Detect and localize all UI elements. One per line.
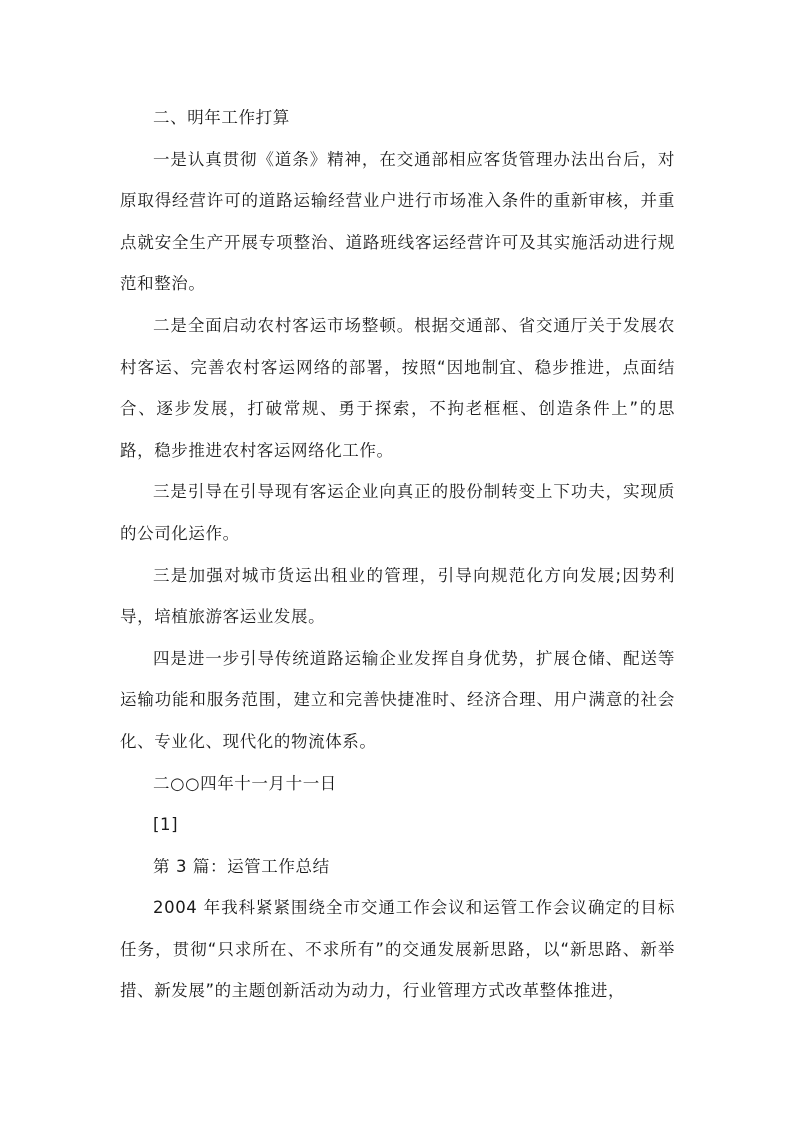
article-title: 第 3 篇：运管工作总结 [153,856,330,876]
paragraph-item-3: 三是引导在引导现有客运企业向真正的股份制转变上下功夫，实现质的公司化运作。 [120,482,675,543]
footnote-reference: [1] [153,815,179,835]
document-date: 二○○四年十一月十一日 [153,773,337,793]
paragraph-item-4: 四是进一步引导传统道路运输企业发挥自身优势，扩展仓储、配送等运输功能和服务范围，建立和完善快捷准时、经济合理、用户满意的社会化、专业化、现代化的物流体系。 [120,648,675,751]
document-page [120,97,675,1012]
paragraph-item-3b: 三是加强对城市货运出租业的管理，引导向规范化方向发展;因势利导，培植旅游客运业发展。 [120,565,675,627]
article-body-paragraph: 2004 年我科紧紧围绕全市交通工作会议和运管工作会议确定的目标任务，贯彻“只求所在、不求所有”的交通发展新思路，以“新思路、新举措、新发展”的主题创新活动为动力，行业管理方式改革整体推进， [120,898,675,1001]
paragraph-item-2: 二是全面启动农村客运市场整顿。根据交通部、省交通厅关于发展农村客运、完善农村客运网络的部署，按照“因地制宜、稳步推进，点面结合、逐步发展，打破常规、勇于探索，不拘老框框、创造条件上”的思路，稳步推进农村客运网络化工作。 [120,315,675,460]
paragraph-item-1: 一是认真贯彻《道条》精神，在交通部相应客货管理办法出台后，对原取得经营许可的道路运输经营业户进行市场准入条件的重新审核，并重点就安全生产开展专项整治、道路班线客运经营许可及其实施活动进行规范和整治。 [120,149,675,294]
section-heading: 二、明年工作打算 [153,108,290,127]
